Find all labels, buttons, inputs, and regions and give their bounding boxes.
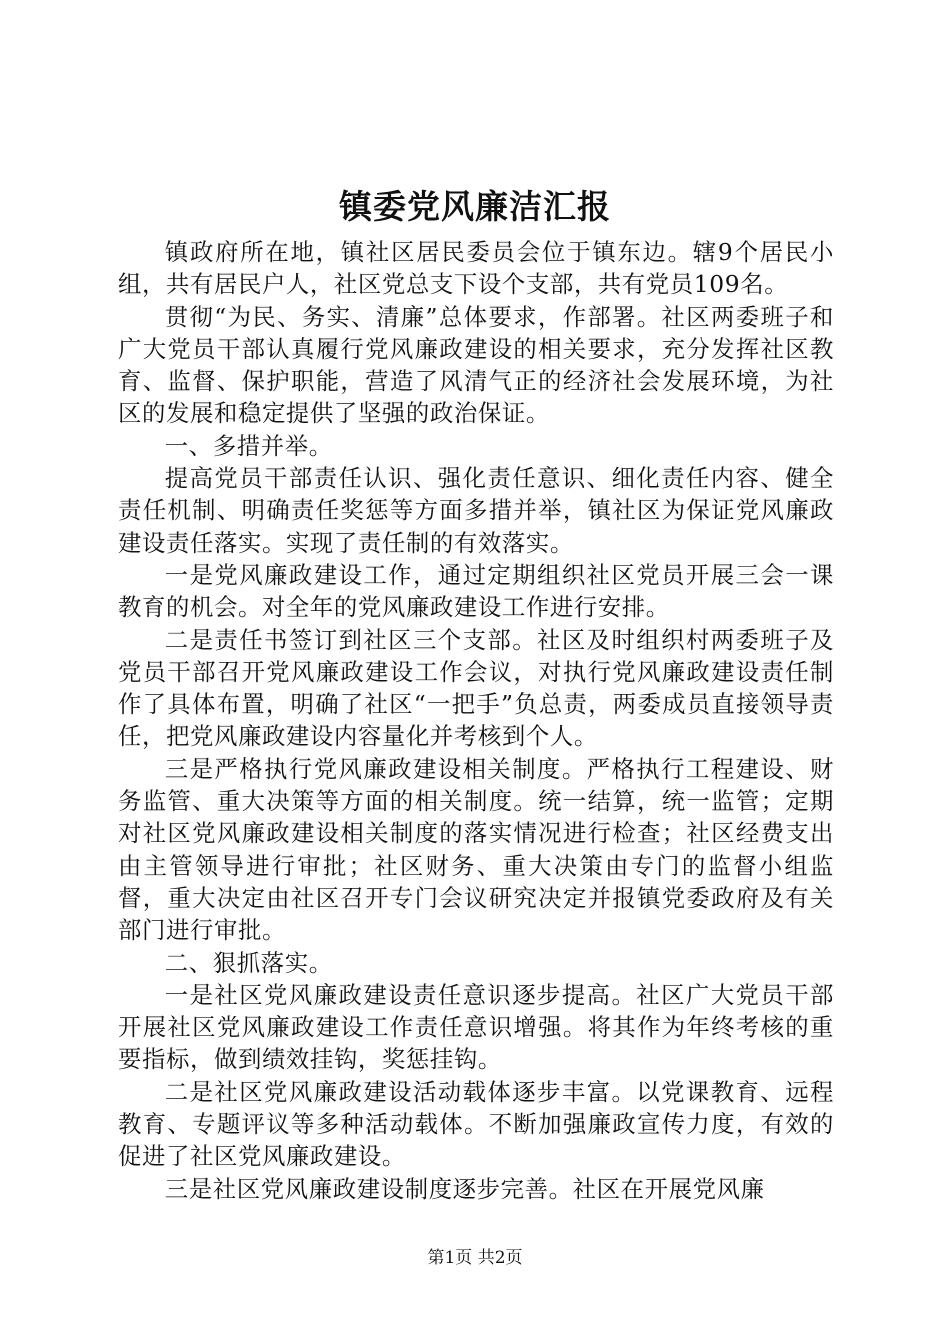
paragraph: 一是社区党风廉政建设责任意识逐步提高。社区广大党员干部开展社区党风廉政建设工作责任意识增强。将其作为年终考核的重要指标，做到绩效挂钩，奖惩挂钩。 — [118, 980, 834, 1074]
page-number-footer: 第1页 共2页 — [427, 1248, 523, 1268]
paragraph: 提高党员干部责任认识、强化责任意识、细化责任内容、健全责任机制、明确责任奖惩等方面多措并举，镇社区为保证党风廉政建设责任落实。实现了责任制的有效落实。 — [118, 464, 834, 557]
section-heading: 一、多措并举。 — [164, 431, 333, 460]
paragraph: 三是严格执行党风廉政建设相关制度。严格执行工程建设、财务监管、重大决策等方面的相关制度。统一结算，统一监管；定期对社区党风廉政建设相关制度的落实情况进行检查；社区经费支出由主管领导进行审批；社区财务、重大决策由专门的监督小组监督，重大决定由社区召开专门会议研究决定并报镇党委政府及有关部门进行审批。 — [118, 754, 834, 945]
paragraph: 三是社区党风廉政建设制度逐步完善。社区在开展党风廉 — [164, 1174, 765, 1203]
document-title: 镇委党风廉洁汇报 — [339, 187, 611, 226]
section-heading: 二、狠抓落实。 — [164, 948, 333, 977]
paragraph: 一是党风廉政建设工作，通过定期组织社区党员开展三会一课教育的机会。对全年的党风廉政建设工作进行安排。 — [118, 560, 834, 622]
paragraph: 二是社区党风廉政建设活动载体逐步丰富。以党课教育、远程教育、专题评议等多种活动载体。不断加强廉政宣传力度，有效的促进了社区党风廉政建设。 — [118, 1077, 834, 1171]
paragraph: 贯彻“为民、务实、清廉”总体要求，作部署。社区两委班子和广大党员干部认真履行党风廉政建设的相关要求，充分发挥社区教育、监督、保护职能，营造了风清气正的经济社会发展环境，为社区的发展和稳定提供了坚强的政治保证。 — [118, 302, 834, 428]
paragraph: 二是责任书签订到社区三个支部。社区及时组织村两委班子及党员干部召开党风廉政建设工作会议，对执行党风廉政建设责任制作了具体布置，明确了社区“一把手”负总责，两委成员直接领导责任，把党风廉政建设内容量化并考核到个人。 — [118, 625, 834, 751]
document-body — [118, 236, 834, 1205]
paragraph: 镇政府所在地，镇社区居民委员会位于镇东边。辖9个居民小组，共有居民户人，社区党总支下设个支部，共有党员109名。 — [118, 238, 834, 299]
